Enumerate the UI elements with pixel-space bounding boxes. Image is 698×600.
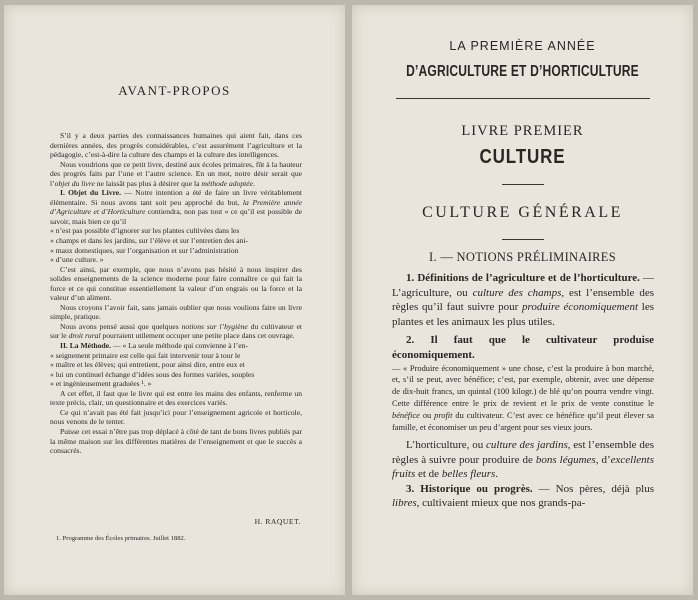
paragraph: C’est ainsi, par exemple, que nous n’avons pas hésité à nous inspirer des solides enseignements de la science moderne pour faire connaître ce qui fait la force et ce qui constitue essentiellement la valeur d’un engrais ou la force et la valeur d’un aliment. bbox=[50, 264, 302, 303]
paragraph: S’il y a deux parties des connaissances humaines qui aient fait, dans ces dernières années, des progrès considérables, c’est assurément l’agriculture et la pédagogie, c’est-à-dire la culture des champs et la culture des intelligences. bbox=[50, 131, 302, 160]
chapter-title: CULTURE GÉNÉRALE bbox=[422, 204, 623, 221]
paragraph-heading bbox=[392, 333, 654, 362]
quote-line: « seignement primaire est celle qui fait intervenir tour à tour le bbox=[50, 350, 241, 360]
quote-line: « champs et dans les jardins, sur l’élève et sur l’entretien des ani- bbox=[50, 236, 249, 246]
section-title: I. — NOTIONS PRÉLIMINAIRES bbox=[429, 250, 616, 264]
paragraph: A cet effet, il faut que le livre qui est entre les mains des enfants, renferme un texte précis, clair, un questionnaire et des exercices variés. bbox=[50, 388, 302, 408]
paragraph-objet: I. Objet du Livre. — Notre intention a été de faire un livre véritablement élémentaire. Si nous avons tant soit peu approché du but, la Première année d’Agriculture et d’Horticulture contiendra, non pas tout « ce qu’il est possible de savoir, mais bien ce qu’il bbox=[50, 188, 302, 226]
quote-line: « maux domestiques, sur l’organisation et sur l’administration bbox=[50, 245, 239, 255]
footnote: 1. Programme des Écoles primaires. Juillet 1882. bbox=[56, 535, 186, 542]
quote-line: « d’une culture. » bbox=[50, 255, 104, 265]
paragraph-economie: — « Produire économiquement » une chose, c’est la produire à bon marché, et, s’il se peut, avec bénéfice; c’est, par exemple, obtenir, avec une dépense de dix-huit francs, un quintal (100 kilogr.) de blé qu’on pourra vendre vingt. Cette différence entre le prix de revient et le prix de vente constitue le bénéfice ou profit du cultivateur. C’est avec ce bénéfice qu’il peut élever sa famille, et économiser un peu d’argent pour ses vieux jours. bbox=[392, 363, 655, 433]
paragraph-horticulture: L’horticulture, ou culture des jardins, est l’ensemble des règles à suivre pour produire de bons légumes, d’excellents fruits et de belles fleurs. bbox=[392, 439, 655, 481]
right-page bbox=[352, 5, 693, 595]
divider bbox=[396, 98, 650, 99]
paragraph-definitions: 1. Définitions de l’agriculture et de l’horticulture. — L’agriculture, ou culture des champs, est l’ensemble des règles qu’il faut suivre pour produire économiquement les plantes et les animaux les plus utiles. bbox=[392, 272, 654, 328]
section-heading: 1. Définitions de l’agriculture et de l’horticulture. bbox=[406, 272, 640, 284]
paragraph: Ce qui n’avait pas été fait jusqu’ici pour l’enseignement agricole et horticole, nous venons de le tenter. bbox=[50, 407, 302, 427]
section-heading: 2. Il faut que le cultivateur produise économiquement. bbox=[392, 334, 654, 361]
left-page bbox=[4, 5, 345, 595]
paragraph-methode: II. La Méthode. — « La seule méthode qui convienne à l’en- bbox=[60, 341, 248, 351]
paragraph: Nous croyons l’avoir fait, sans jamais oublier que nous voulions faire un livre simple, pratique. bbox=[50, 302, 302, 322]
quote-line: « lui un continuel échange d’idées sous des formes variées, souples bbox=[50, 369, 255, 379]
part-title: CULTURE bbox=[479, 146, 566, 168]
short-divider bbox=[502, 184, 544, 185]
paragraph: Nous avons pensé aussi que quelques notions sur l’hygiène du cultivateur et sur le droit rural pourraient utilement occuper une petite place dans cet ouvrage. bbox=[50, 321, 303, 341]
signature: H. RAQUET. bbox=[254, 517, 301, 526]
book-title-line1: LA PREMIÈRE ANNÉE bbox=[449, 39, 596, 53]
section-heading: II. La Méthode. bbox=[60, 341, 112, 351]
section-heading: I. Objet du Livre. bbox=[60, 188, 122, 198]
quote-line: « n’est pas possible d’ignorer sur les plantes cultivées dans les bbox=[50, 226, 240, 236]
paragraph: Nous voudrions que ce petit livre, destiné aux écoles primaires, fût à la hauteur des progrès faits par l’une et l’autre science. En un mot, notre désir serait que l’objet du livre ne laissât pas plus à désirer que la méthode adoptée. bbox=[50, 159, 302, 188]
section-heading: 3. Historique ou progrès. bbox=[406, 482, 533, 495]
book-part-label: LIVRE PREMIER bbox=[461, 123, 584, 139]
page-title: AVANT-PROPOS bbox=[118, 83, 231, 98]
short-divider bbox=[502, 239, 544, 240]
preface-body bbox=[50, 131, 302, 456]
quote-line: « et ingénieusement graduées ¹. » bbox=[50, 379, 152, 389]
book-title-line2: D’AGRICULTURE ET D’HORTICULTURE bbox=[406, 63, 639, 80]
paragraph-historique: 3. Historique ou progrès. — Nos pères, déjà plus libres, cultivaient mieux que nos grands-pa- bbox=[392, 482, 654, 510]
chapter-body bbox=[392, 271, 654, 511]
paragraph: Puisse cet essai n’être pas trop déplacé à côté de tant de bons livres publiés par la même maison sur les différentes matières de l’enseignement et que le succès a consacrés. bbox=[50, 426, 302, 456]
quote-line: « maître et les élèves; qui entretient, pour ainsi dire, entre eux et bbox=[50, 360, 245, 370]
